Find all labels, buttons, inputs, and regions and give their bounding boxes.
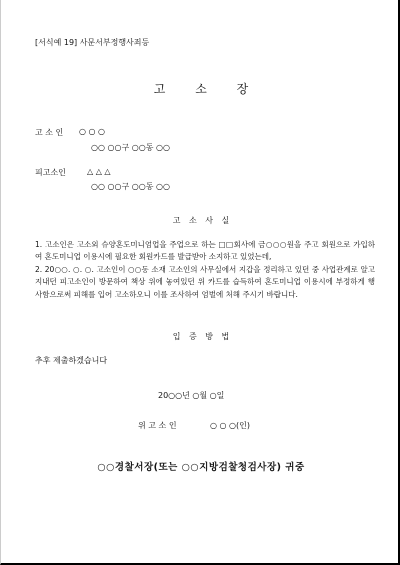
evidence-text: 추후 제출하겠습니다 (35, 356, 108, 365)
heading-char: 고 (172, 216, 181, 225)
form-label: [서식예 19] 사문서부정행사죄등 (35, 38, 150, 47)
heading-char: 증 (188, 332, 197, 341)
title-char: 소 (195, 82, 207, 96)
evidence-heading (1, 331, 400, 342)
heading-char: 소 (188, 216, 197, 225)
signature-label: 위 고 소 인 (138, 421, 177, 430)
heading-char: 사 (205, 216, 213, 225)
title-char: 장 (236, 82, 249, 96)
heading-char: 실 (221, 216, 230, 225)
complainant-label: 고 소 인 (35, 128, 64, 137)
document-title (1, 80, 400, 97)
heading-char: 방 (205, 332, 213, 341)
title-char: 고 (153, 82, 166, 96)
signature-name: ○ ○ ○(인) (210, 421, 250, 430)
complainant-address: ○○ ○○구 ○○동 ○○ (91, 143, 170, 152)
date-line: 20○○년 ○월 ○일 (158, 391, 225, 400)
defendant-label: 피고소인 (35, 168, 66, 177)
defendant-name: △ △ △ (87, 167, 111, 176)
facts-paragraph: 1. 고소인은 고소외 슈양혼도미니엄업을 주업으로 하는 □□회사에 금○○○원을 주고 회원으로 가입하여 혼도미니업 이용시에 필요한 회원카드를 발급받아 소지하고 있었는데, (35, 240, 375, 262)
facts-paragraph: 2. 20○○. ○. ○. 고소인이 ○○동 소재 고소인의 사무실에서 지갑을 정리하고 있던 중 사업관계로 알고 지내던 피고소인이 방문하여 책상 위에 놓여있던 위 카드를 습득하여 혼도미니업 이용시에 부정하게 행사함으로써 피해를 입어 고소하오니 이를 조사하여 엄벌에 처해 주시기 바랍니다. (35, 265, 375, 299)
heading-char: 법 (221, 332, 230, 341)
defendant-address: ○○ ○○구 ○○동 ○○ (91, 182, 170, 191)
complainant-name: ○ ○ ○ (79, 127, 106, 136)
recipient-line: ○○경찰서장(또는 ○○지방검찰청검사장) 귀중 (97, 462, 305, 473)
heading-char: 입 (172, 332, 181, 341)
facts-heading (1, 215, 400, 226)
